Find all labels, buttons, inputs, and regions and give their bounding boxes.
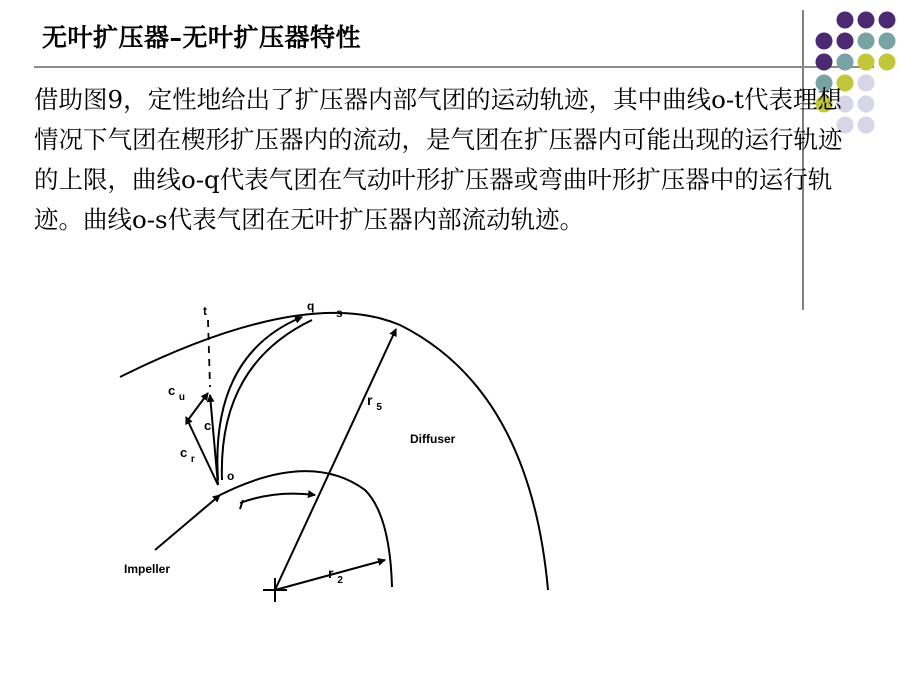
decorative-dot bbox=[837, 33, 854, 50]
decorative-dot bbox=[837, 12, 854, 29]
impeller-pointer bbox=[155, 495, 220, 550]
rotation-arrow bbox=[240, 494, 315, 503]
decorative-dot bbox=[858, 117, 875, 134]
decorative-dot bbox=[858, 96, 875, 113]
decorative-dot bbox=[879, 33, 896, 50]
rotation-tick bbox=[240, 500, 243, 509]
decorative-dot bbox=[816, 54, 833, 71]
label-o: o bbox=[227, 469, 235, 483]
label-s: s bbox=[336, 306, 343, 320]
decorative-dot bbox=[879, 12, 896, 29]
label-r2-main: r bbox=[328, 565, 334, 581]
label-r5 bbox=[367, 392, 382, 413]
label-cr bbox=[180, 445, 195, 465]
decorative-dot bbox=[858, 75, 875, 92]
label-q: q bbox=[307, 299, 315, 313]
trajectory-o-s bbox=[222, 320, 312, 480]
decorative-dot bbox=[879, 54, 896, 71]
decorative-dot bbox=[858, 12, 875, 29]
label-r5-main: r bbox=[367, 392, 373, 408]
label-impeller: Impeller bbox=[124, 562, 171, 576]
body-paragraph: 借助图9，定性地给出了扩压器内部气团的运动轨迹，其中曲线o-t代表理想情况下气团在楔形扩压器内的流动，是气团在扩压器内可能出现的运行轨迹的上限，曲线o-q代表气团在气动叶形扩压器或弯曲叶形扩压器中的运行轨迹。曲线o-s代表气团在无叶扩压器内部流动轨迹。 bbox=[34, 85, 843, 234]
radius-r5 bbox=[275, 329, 396, 590]
vector-cu bbox=[188, 393, 208, 420]
diffuser-trajectory-diagram bbox=[100, 295, 560, 615]
label-cr-sub: r bbox=[190, 454, 195, 465]
decorative-dot bbox=[816, 33, 833, 50]
label-c: c bbox=[204, 418, 212, 433]
decorative-dot bbox=[858, 33, 875, 50]
impeller-arc bbox=[220, 471, 392, 587]
label-cu bbox=[168, 383, 185, 403]
label-r2 bbox=[328, 565, 343, 586]
label-cr-main: c bbox=[180, 445, 188, 460]
label-cu-main: c bbox=[168, 383, 176, 398]
label-t: t bbox=[203, 304, 207, 318]
trajectory-o-t-dashed bbox=[208, 320, 210, 387]
decorative-dot bbox=[858, 54, 875, 71]
label-cu-sub: u bbox=[178, 392, 185, 403]
label-r2-sub: 2 bbox=[337, 575, 343, 586]
label-diffuser: Diffuser bbox=[410, 432, 456, 446]
horizontal-rule bbox=[34, 66, 874, 68]
trajectory-o-q bbox=[217, 317, 302, 480]
decorative-dot bbox=[837, 54, 854, 71]
slide-title: 无叶扩压器–无叶扩压器特性 bbox=[42, 23, 362, 52]
label-r5-sub: 5 bbox=[376, 402, 382, 413]
